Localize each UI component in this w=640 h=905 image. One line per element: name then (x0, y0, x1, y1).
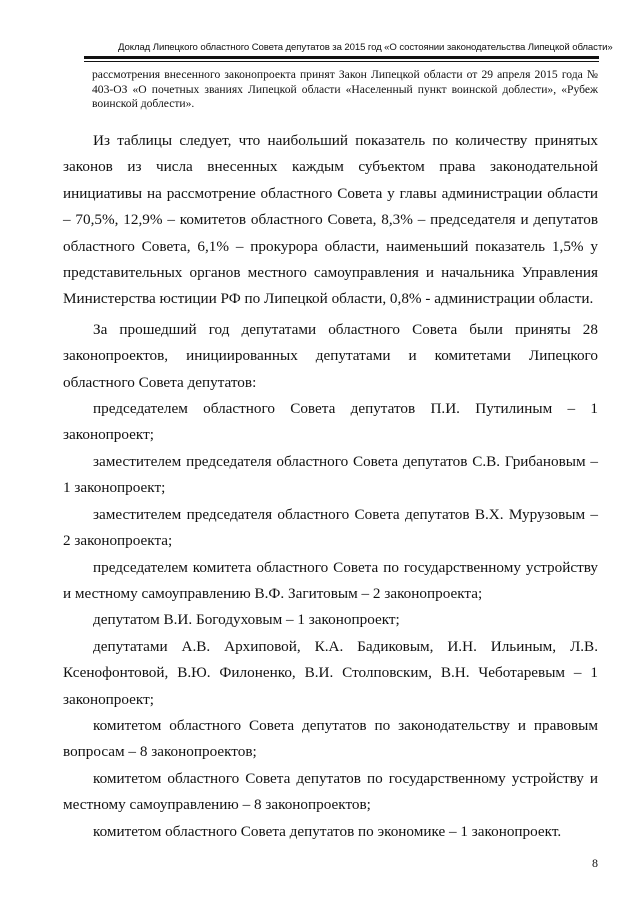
list-item-committee-chairman-zagitov: председателем комитета областного Совета по государственному устройству и местному самоуправлению В.Ф. Загитовым – 2 законопроекта; (63, 558, 598, 602)
carryover-footnote-text: рассмотрения внесенного законопроекта принят Закон Липецкой области от 29 апреля 2015 года № 403-ОЗ «О почетных званиях Липецкой области «Населенный пункт воинской доблести», «Рубеж воинской доблести». (92, 68, 598, 111)
list-item-committee-economy: комитетом областного Совета депутатов по экономике – 1 законопроект. (93, 822, 562, 840)
list-item-deputy-bogodukhov: депутатом В.И. Богодуховым – 1 законопроект; (93, 611, 400, 629)
paragraph-bills-adopted-intro: За прошедший год депутатами областного Совета были приняты 28 законопроектов, инициированных депутатами и комитетами Липецкого областного Совета депутатов: (63, 320, 598, 391)
header-rule-thin (84, 61, 599, 62)
header-rule-thick (84, 56, 599, 59)
list-item-deputy-chairman-muruzov: заместителем председателя областного Совета депутатов В.Х. Мурузовым – 2 законопроекта; (63, 505, 598, 550)
paragraph-table-conclusion: Из таблицы следует, что наибольший показатель по количеству принятых законов из числа внесенных каждым субъектом права законодательной инициативы на рассмотрение областного Совета у главы администрации области – 70,5%, 12,9% – комитетов областного Совета, 8,3% – председателя и депутатов областного Совета, 6,1% – прокурора области, наименьший показатель 1,5% у представительных органов местного самоуправления и начальника Управления Министерства юстиции РФ по Липецкой области, 0,8% - администрации области. (63, 132, 598, 308)
list-item-deputies-group: депутатами А.В. Архиповой, К.А. Бадиковым, И.Н. Ильиным, Л.В. Ксенофонтовой, В.Ю. Филоненко, В.И. Столповским, В.Н. Чеботаревым – 1 законопроект; (63, 637, 598, 708)
list-item-chairman: председателем областного Совета депутатов П.И. Путилиным – 1 законопроект; (63, 400, 598, 444)
running-header: Доклад Липецкого областного Совета депутатов за 2015 год «О состоянии законодательства Липецкой области» (118, 42, 613, 53)
page-number: 8 (592, 856, 598, 870)
list-item-deputy-chairman-gribanov: заместителем председателя областного Совета депутатов С.В. Грибановым – 1 законопроект; (63, 452, 598, 497)
list-item-committee-state-structure: комитетом областного Совета депутатов по государственному устройству и местному самоуправлению – 8 законопроектов; (63, 769, 598, 814)
body-text (63, 124, 598, 845)
list-item-committee-legislation: комитетом областного Совета депутатов по законодательству и правовым вопросам – 8 законопроектов; (63, 716, 598, 761)
